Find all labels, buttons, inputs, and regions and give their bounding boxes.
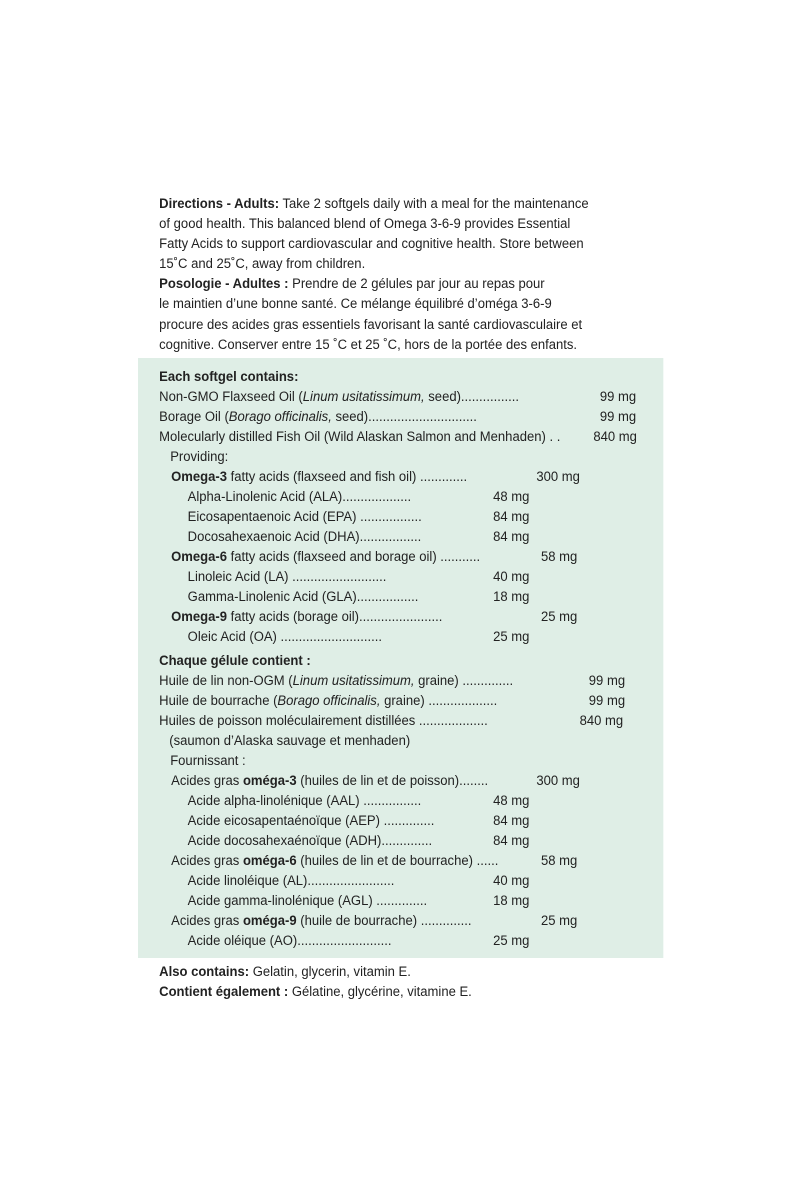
aep-fr: Acide eicosapentaénoïque (AEP) .............. (187, 813, 435, 829)
also-contains-en-label: Also contains: (159, 964, 250, 980)
omega6-en-bold: Omega-6 (171, 549, 227, 565)
omega6-en-text: fatty acids (flaxseed and borage oil) ........... (226, 549, 481, 565)
omega3-en-amount: 300 mg (536, 469, 580, 485)
directions-paragraph (159, 194, 674, 355)
flaxseed-fr-amount: 99 mg (588, 673, 626, 689)
borage-fr-label: Huile de bourrache ( (159, 693, 278, 709)
oa-en: Oleic Acid (OA) ............................ (187, 629, 383, 645)
adh-fr-amount: 84 mg (493, 833, 530, 849)
omega6-fr-text: (huiles de lin et de bourrache) ...... (296, 853, 499, 869)
ala-en: Alpha-Linolenic Acid (ALA)................... (187, 489, 412, 505)
ala-en-amount: 48 mg (493, 489, 530, 505)
ingredient-borage-en (159, 407, 477, 427)
flaxseed-en-amount: 99 mg (599, 389, 637, 405)
agl-fr-amount: 18 mg (493, 893, 530, 909)
omega6-fr-amount: 58 mg (540, 853, 578, 869)
dha-en-amount: 84 mg (493, 529, 530, 545)
oa-en-amount: 25 mg (493, 629, 530, 645)
ao-fr-amount: 25 mg (493, 933, 530, 949)
posologie-line-3: procure des acides gras essentiels favorisant la santé cardiovasculaire et (159, 316, 583, 333)
la-en: Linoleic Acid (LA) .......................... (187, 569, 387, 585)
la-en-amount: 40 mg (493, 569, 530, 585)
ingredient-fish-oil-en: Molecularly distilled Fish Oil (Wild Alaskan Salmon and Menhaden) . . (159, 429, 561, 445)
also-contains-fr (159, 982, 472, 1002)
borage-fr-amount: 99 mg (588, 693, 626, 709)
omega9-fr-amount: 25 mg (540, 913, 578, 929)
ingredients-en-heading (159, 367, 298, 387)
flaxseed-en-suffix: seed)................ (424, 389, 519, 405)
directions-line-2: of good health. This balanced blend of Omega 3-6-9 provides Essential (159, 216, 571, 233)
omega6-en-amount: 58 mg (540, 549, 578, 565)
omega9-en-bold: Omega-9 (171, 609, 227, 625)
directions-line-3: Fatty Acids to support cardiovascular and cognitive health. Store between (159, 236, 584, 253)
borage-fr-suffix: graine) ................... (380, 693, 498, 709)
omega6-fr (171, 851, 498, 871)
adh-fr: Acide docosahexaénoïque (ADH).............. (187, 833, 433, 849)
also-contains-fr-label: Contient également : (159, 984, 289, 1000)
ingredient-flaxseed-fr (159, 671, 513, 691)
directions-line-4: 15˚C and 25˚C, away from children. (159, 256, 366, 273)
omega3-en-bold: Omega-3 (171, 469, 227, 485)
omega3-fr-bold: oméga-3 (242, 773, 297, 789)
flaxseed-fr-label: Huile de lin non-OGM ( (159, 673, 293, 689)
ingredient-fish-oil-fr: Huiles de poisson moléculairement distillées ................... (159, 713, 488, 729)
posologie-line-4: cognitive. Conserver entre 15 ˚C et 25 ˚C, hors de la portée des enfants. (159, 336, 578, 353)
omega9-en (171, 607, 442, 627)
omega9-en-amount: 25 mg (540, 609, 578, 625)
flaxseed-fr-suffix: graine) .............. (414, 673, 514, 689)
directions-line-1 (159, 194, 674, 214)
borage-en-suffix: seed).............................. (331, 409, 477, 425)
flaxseed-en-latin: Linum usitatissimum, (302, 389, 425, 405)
dha-en: Docosahexaenoic Acid (DHA)................. (187, 529, 422, 545)
epa-en: Eicosapentaenoic Acid (EPA) ................. (187, 509, 422, 525)
posologie-fr-heading: Posologie - Adultes : (159, 276, 289, 293)
borage-en-latin: Borago officinalis, (228, 409, 332, 425)
omega3-fr (171, 771, 488, 791)
epa-en-amount: 84 mg (493, 509, 530, 525)
omega9-en-text: fatty acids (borage oil)....................... (226, 609, 443, 625)
borage-en-amount: 99 mg (599, 409, 637, 425)
also-contains-en (159, 962, 411, 982)
omega9-fr-bold: oméga-9 (242, 913, 297, 929)
ingredients-fr-heading (159, 651, 311, 671)
aal-fr: Acide alpha-linolénique (AAL) ................ (187, 793, 422, 809)
fish-oil-fr-source: (saumon d’Alaska sauvage et menhaden) (169, 733, 411, 749)
also-contains-fr-text: Gélatine, glycérine, vitamine E. (288, 984, 472, 1000)
aal-fr-amount: 48 mg (493, 793, 530, 809)
ingredients-fr-heading-text: Chaque gélule contient : (159, 653, 311, 669)
omega6-fr-bold: oméga-6 (242, 853, 297, 869)
omega3-fr-text: (huiles de lin et de poisson)........ (296, 773, 489, 789)
omega9-fr-prefix: Acides gras (171, 913, 243, 929)
omega3-fr-prefix: Acides gras (171, 773, 243, 789)
flaxseed-en-label: Non-GMO Flaxseed Oil ( (159, 389, 303, 405)
borage-en-label: Borage Oil ( (159, 409, 229, 425)
omega9-fr-text: (huile de bourrache) .............. (296, 913, 472, 929)
borage-fr-latin: Borago officinalis, (277, 693, 381, 709)
ingredient-flaxseed-en (159, 387, 519, 407)
posologie-line-2: le maintien d’une bonne santé. Ce mélange équilibré d’oméga 3-6-9 (159, 296, 552, 313)
al-fr: Acide linoléique (AL)........................ (187, 873, 395, 889)
posologie-line-1 (159, 274, 674, 294)
omega3-en (171, 467, 467, 487)
omega9-fr (171, 911, 471, 931)
ingredients-en-heading-text: Each softgel contains: (159, 369, 299, 385)
omega6-fr-prefix: Acides gras (171, 853, 243, 869)
providing-en: Providing: (170, 449, 229, 465)
gla-en-amount: 18 mg (493, 589, 530, 605)
flaxseed-fr-latin: Linum usitatissimum, (292, 673, 415, 689)
providing-fr: Fournissant : (170, 753, 246, 769)
ao-fr: Acide oléique (AO).......................... (187, 933, 392, 949)
also-contains-en-text: Gelatin, glycerin, vitamin E. (249, 964, 411, 980)
agl-fr: Acide gamma-linolénique (AGL) .............. (187, 893, 428, 909)
directions-en-heading: Directions - Adults: (159, 196, 280, 212)
gla-en: Gamma-Linolenic Acid (GLA)................. (187, 589, 419, 605)
al-fr-amount: 40 mg (493, 873, 530, 889)
omega3-en-text: fatty acids (flaxseed and fish oil) ............. (226, 469, 468, 485)
fish-oil-en-amount: 840 mg (593, 429, 637, 445)
aep-fr-amount: 84 mg (493, 813, 530, 829)
omega6-en (171, 547, 480, 567)
posologie-fr-text: Prendre de 2 gélules par jour au repas pour (288, 276, 545, 293)
ingredient-borage-fr (159, 691, 497, 711)
omega3-fr-amount: 300 mg (536, 773, 580, 789)
fish-oil-fr-amount: 840 mg (579, 713, 624, 729)
directions-en-text: Take 2 softgels daily with a meal for the maintenance (279, 196, 589, 212)
